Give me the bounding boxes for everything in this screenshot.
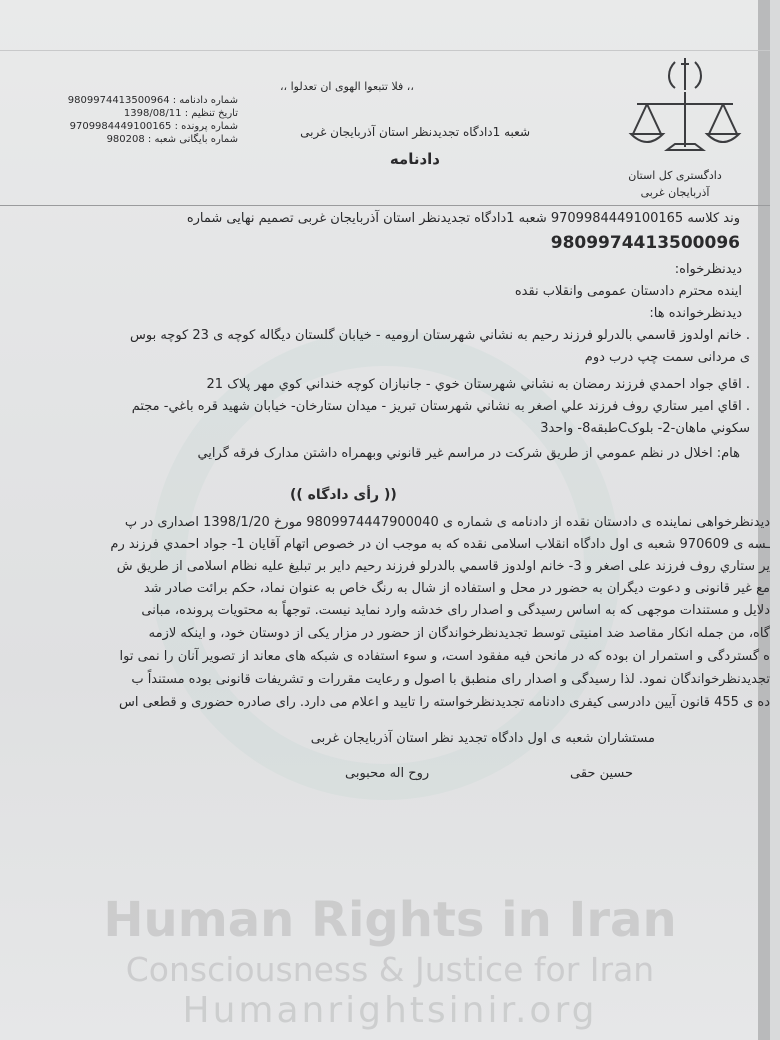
appellant: اینده محترم دادستان عمومی وانقلاب نقده bbox=[514, 284, 742, 299]
meta-verdict-number: شماره دادنامه : 9809974413500964 bbox=[67, 95, 238, 106]
page-title: دادنامه bbox=[389, 150, 440, 168]
appellee-1: . خانم اولدوز قاسمي بالدرلو فرزند رحیم به نشاني شهرستان ارومیه - خیابان گلستان دیگاله کوچه ی 23 کوچه بوس bbox=[130, 328, 750, 343]
meta-date: تاریخ تنظیم : 1398/08/11 bbox=[123, 108, 238, 119]
paragraph-line: یر ستاري روف فرزند علی اصغر و 3- خانم اولدوز قاسمي بالدرلو فرزند رحیم دایر بر تبلیغ علیه نظام اسلامی از طریق ش bbox=[116, 559, 770, 574]
paragraph-line: مع غیر قانونی و دعوت دیگران به حضور در محل و استفاده از شال به رنگ خاص به عنوان نماد، حکم برائت صادر شد bbox=[143, 581, 770, 596]
appellee-1-cont: ی مردانی سمت چپ درب دوم bbox=[584, 350, 750, 365]
appellee-3-cont: سکوني ماهان-2- بلوکCطبقه8- واحد3 bbox=[540, 421, 750, 436]
branch-name: شعبه 1دادگاه تجدیدنظر استان آذربایجان غربی bbox=[300, 125, 530, 139]
paragraph-line: ـسه ی 970609 شعبه ی اول دادگاه انقلاب اسلامی نقده که به موجب ان در خصوص اتهام آقایان 1- جواد احمدي فرزند رم bbox=[110, 537, 770, 552]
decision-number: 9809974413500096 bbox=[550, 233, 740, 253]
judiciary-emblem-icon bbox=[625, 52, 745, 162]
paragraph-line: دیدنظرخواهی نماینده ی دادستان نقده از دادنامه ی شماره ی 9809974447900040 مورخ 1398/1/20 اصداری در پ bbox=[124, 515, 770, 530]
paragraph-line: ه گستردگی و استمرار ان بوده که در مانحن فیه مفقود است، و سوء استفاده ی شبکه های معاند از تصویر آنان را نمی توا bbox=[119, 649, 770, 664]
paragraph-line: دلایل و مستندات موجهی که به اساس رسیدگی و اصدار رای خدشه وارد نماید نیست. توجهاً به محتویات پرونده، مبانی bbox=[141, 603, 770, 618]
case-line-1 bbox=[187, 211, 740, 226]
fold-line bbox=[0, 50, 770, 51]
meta-archive-number: شماره بایگانی شعبه : 980208 bbox=[106, 134, 238, 145]
header-divider bbox=[0, 205, 770, 206]
paragraph-line: تجدیدنظرخواندگان نمود. لذا رسیدگی و اصدار رای منطبق با اصول و رعایت مقررات و تشریفات قانونی بوده مستنداً ب bbox=[131, 672, 770, 687]
watermark-title: Human Rights in Iran bbox=[103, 892, 677, 948]
watermark-url: Humanrightsinir.org bbox=[182, 990, 598, 1031]
charge: هام: اخلال در نظم عمومي از طريق شرکت در مراسم غیر قانوني وبهمراه داشتن مدارک فرقه گرايي bbox=[197, 446, 740, 461]
appellee-3: . اقاي امير ستاري روف فرزند علي اصغر به نشاني شهرستان تبریز - میدان ستارخان- خیابان شهید قره باغي- مجتم bbox=[131, 399, 750, 414]
case-meta bbox=[38, 95, 238, 147]
paragraph-line: ده ی 455 قانون آیین دادرسی کیفری دادنامه تجدیدنظرخواسته را تایید و اعلام می دارد. رای صادره حضوری و قطعی اس bbox=[118, 695, 770, 710]
watermark-subtitle: Consciousness & Justice for Iran bbox=[125, 950, 655, 989]
signer-2: روح اله محبوبی bbox=[345, 766, 430, 781]
meta-file-number: شماره پرونده : 9709984449100165 bbox=[69, 121, 238, 132]
verse: ،، فلا تتبعوا الهوی ان تعدلوا ،، bbox=[280, 80, 414, 93]
appellees-label: دیدنظرخوانده ها: bbox=[649, 306, 742, 321]
appellant-label: دیدنظرخواه: bbox=[674, 262, 742, 277]
signer-1: حسین حقی bbox=[570, 766, 634, 781]
court-name: دادگستری کل استان آذربایجان غربی bbox=[628, 169, 722, 199]
advisors-line: مستشاران شعبه ی اول دادگاه تجدید نظر استان آذربایجان غربی bbox=[310, 731, 655, 746]
appellee-2: . اقاي جواد احمدي فرزند رمضان به نشاني شهرستان خوي - جانبازان کوچه خنداني کوي مهر پلاک 21 bbox=[206, 377, 750, 392]
paragraph-line: گاه، من جمله انکار مقاصد ضد امنیتی توسط تجدیدنظرخواندگان از حضور در مزار یکی از دوستان خود، و اینکه لازمه bbox=[148, 626, 770, 641]
ruling-heading: (( رأی دادگاه )) bbox=[290, 487, 397, 503]
case-line-1-text: وند کلاسه 9709984449100165 شعبه 1دادگاه تجدیدنظر استان آذربایجان غربی تصمیم نهایی شماره bbox=[186, 211, 740, 226]
